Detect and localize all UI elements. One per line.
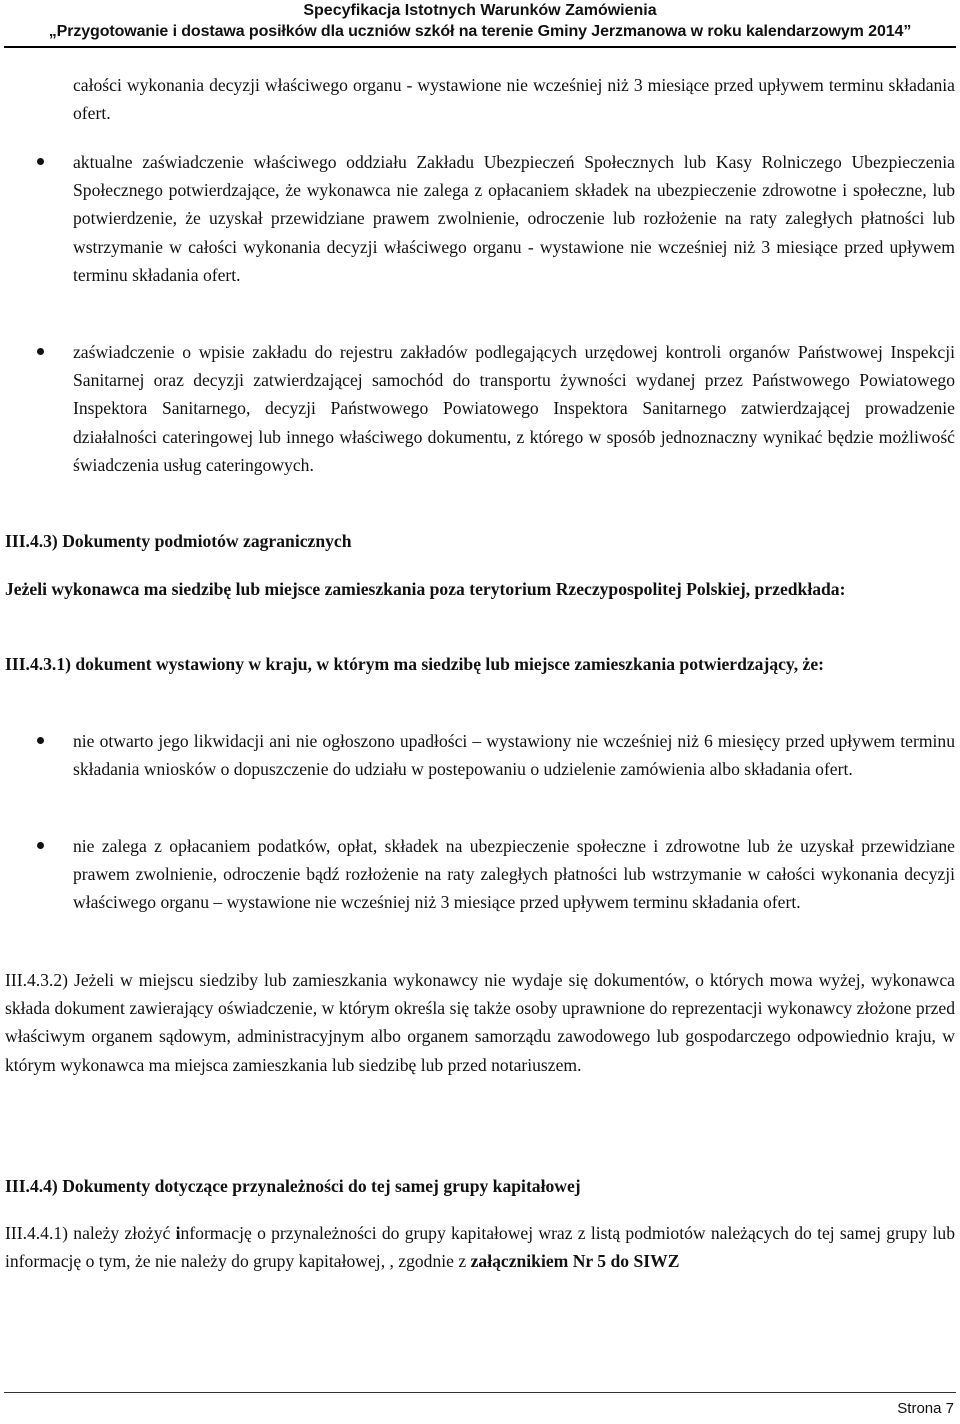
list-item: nie otwarto jego likwidacji ani nie ogłoszono upadłości – wystawiony nie wcześniej niż 6 miesięcy przed upływem terminu składania wniosków o dopuszczenie do udziału w postepowaniu o udzielenie zamówienia albo składania ofert. — [73, 731, 955, 780]
subsection-heading-3431: III.4.3.1) dokument wystawiony w kraju, w którym ma siedzibę lub miejsce zamieszkania potwierdzający, że: — [5, 654, 825, 674]
page-number: Strona 7 — [897, 1400, 954, 1417]
paragraph-3441 — [5, 1219, 955, 1275]
bullet-dot — [37, 842, 44, 849]
bullet-dot — [37, 348, 44, 355]
text-bold-attachment: załącznikiem Nr 5 do SIWZ — [470, 1251, 680, 1272]
section-heading-343: III.4.3) Dokumenty podmiotów zagranicznych — [5, 531, 352, 551]
list-item: zaświadczenie o wpisie zakładu do rejestru zakładów podlegających urzędowej kontroli organów Państwowej Inspekcji Sanitarnej oraz decyzji zatwierdzającej samochód do transportu żywności wydanej przez Państwowego Powiatowego Inspektora Sanitarnego, decyzji Państwowego Powiatowego Inspektora Sanitarnego zatwierdzającej prowadzenie działalności cateringowej lub innego właściwego dokumentu, z którego w sposób jednoznaczny wynikać będzie możliwość świadczenia usług cateringowych. — [73, 342, 955, 475]
header-title: Specyfikacja Istotnych Warunków Zamówienia — [303, 2, 657, 19]
continuation-paragraph: całości wykonania decyzji właściwego organu - wystawione nie wcześniej niż 3 miesiące przed upływem terminu składania ofert. — [73, 75, 955, 124]
section-intro: Jeżeli wykonawca ma siedzibę lub miejsce zamieszkania poza terytorium Rzeczypospolitej Polskiej, przedkłada: — [5, 579, 846, 599]
text-prefix: III.4.4.1) należy złożyć — [5, 1223, 176, 1243]
bullet-dot — [37, 737, 44, 744]
header-rule — [4, 46, 956, 48]
paragraph-3441-text — [5, 1223, 955, 1271]
footer-rule — [4, 1392, 956, 1393]
header-subtitle: „Przygotowanie i dostawa posiłków dla uczniów szkół na terenie Gminy Jerzmanowa w roku kalendarzowym 2014” — [48, 23, 912, 40]
list-item: nie zalega z opłacaniem podatków, opłat, składek na ubezpieczenie społeczne i zdrowotne lub że uzyskał przewidziane prawem zwolnienie, odroczenie bądź rozłożenie na raty zaległych płatności lub wstrzymanie w całości wykonania decyzji właściwego organu – wystawione nie wcześniej niż 3 miesiące przed upływem terminu składania ofert. — [73, 836, 955, 913]
text-bold-i: i — [175, 1223, 181, 1243]
section-heading-344: III.4.4) Dokumenty dotyczące przynależności do tej samej grupy kapitałowej — [5, 1176, 581, 1196]
paragraph-3432: III.4.3.2) Jeżeli w miejscu siedziby lub zamieszkania wykonawcy nie wydaje się dokumentów, o których mowa wyżej, wykonawca składa dokument zawierający oświadczenie, w którym określa się także osoby uprawnione do reprezentacji wykonawcy złożone przed właściwym organem sądowym, administracyjnym albo organem samorządu zawodowego lub gospodarczego odpowiednio kraju, w którym wykonawca ma miejsca zamieszkania lub siedzibę lub przed notariuszem. — [5, 970, 955, 1075]
list-item: aktualne zaświadczenie właściwego oddziału Zakładu Ubezpieczeń Społecznych lub Kasy Rolniczego Ubezpieczenia Społecznego potwierdzające, że wykonawca nie zalega z opłacaniem składek na ubezpieczenie zdrowotne i społeczne, lub potwierdzenie, że uzyskał przewidziane prawem zwolnienie, odroczenie lub rozłożenie na raty zaległych płatności lub wstrzymanie w całości wykonania decyzji właściwego organu - wystawione nie wcześniej niż 3 miesiące przed upływem terminu składania ofert. — [73, 152, 955, 285]
bullet-dot — [37, 158, 44, 165]
text-mid: nformację o przynależności do grupy kapitałowej wraz z listą podmiotów należących do tej samej grupy lub informację o tym, że nie należy do grupy kapitałowej, , zgodnie z — [5, 1223, 955, 1272]
